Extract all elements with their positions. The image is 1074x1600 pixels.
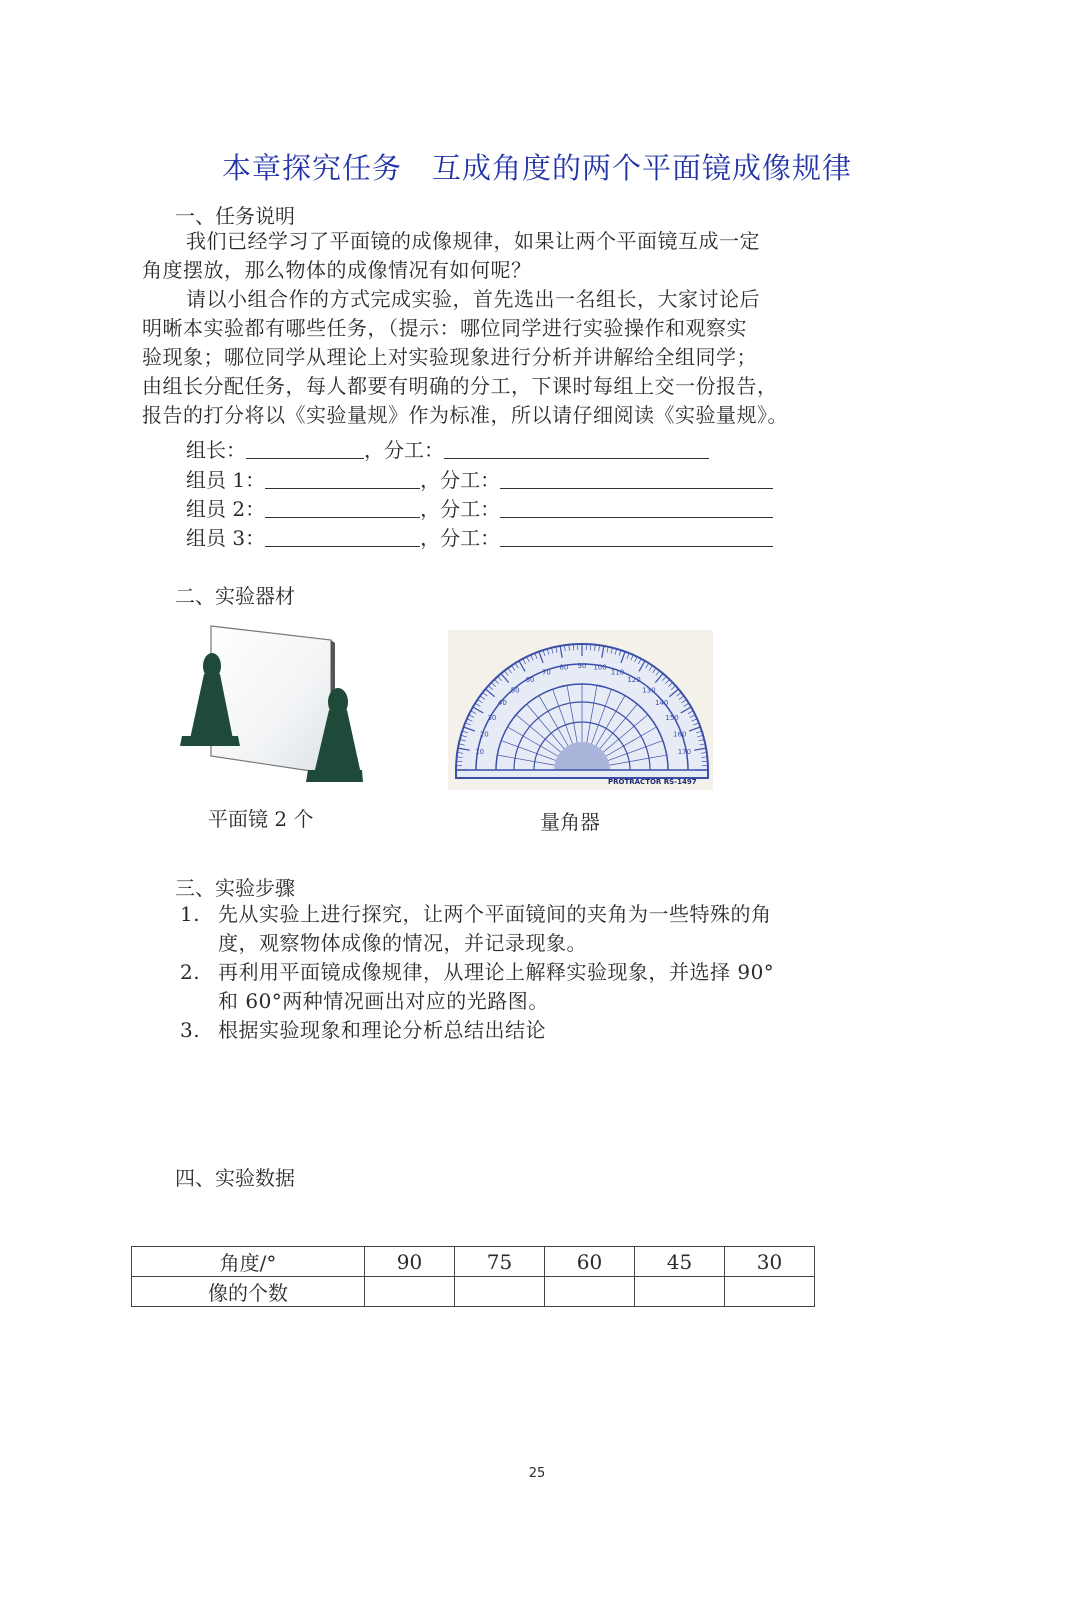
image-count-cell[interactable] [725, 1277, 815, 1307]
step-2-line2: 和 60°两种情况画出对应的光路图。 [218, 989, 549, 1013]
protractor-number: 110 [610, 668, 625, 677]
leader-duty-blank[interactable] [444, 438, 709, 459]
leader-row [186, 434, 709, 463]
angle-header-cell: 角度/° [132, 1247, 365, 1277]
member3-duty-blank[interactable] [500, 526, 773, 547]
protractor-number: 30 [487, 714, 497, 722]
protractor-number: 20 [479, 730, 489, 739]
section-1-heading: 一、任务说明 [175, 204, 295, 228]
step-1-line1: 先从实验上进行探究，让两个平面镜间的夹角为一些特殊的角 [218, 902, 772, 926]
leader-name-blank[interactable] [246, 438, 364, 459]
step-1-num: 1. [180, 902, 201, 926]
para2-line3: 验现象；哪位同学从理论上对实验现象进行分析并讲解给全组同学； [142, 345, 757, 369]
member1-duty-label: ，分工： [420, 468, 501, 492]
protractor-number: 80 [559, 663, 569, 672]
protractor-number: 170 [677, 747, 692, 756]
member3-name-blank[interactable] [265, 526, 420, 547]
angle-cell: 30 [725, 1247, 815, 1277]
protractor-number: 150 [665, 714, 679, 722]
angle-cell: 90 [365, 1247, 455, 1277]
step-2-line1: 再利用平面镜成像规律，从理论上解释实验现象，并选择 90° [218, 960, 775, 984]
member2-label: 组员 2： [186, 497, 266, 521]
para1-line2: 角度摆放，那么物体的成像情况有如何呢？ [142, 258, 532, 282]
protractor-number: 70 [541, 668, 551, 677]
angle-cell: 45 [635, 1247, 725, 1277]
protractor-number: 140 [654, 699, 669, 708]
protractor-caption: 量角器 [540, 810, 600, 834]
protractor-label: PROTRACTOR RS-1497 [608, 778, 697, 786]
image-count-header-cell: 像的个数 [132, 1277, 365, 1307]
member1-row [186, 464, 773, 493]
para2-line1: 请以小组合作的方式完成实验，首先选出一名组长，大家讨论后 [186, 287, 760, 311]
section-2-heading: 二、实验器材 [175, 584, 295, 608]
angle-cell: 75 [455, 1247, 545, 1277]
member1-label: 组员 1： [186, 468, 266, 492]
page-title: 本章探究任务 互成角度的两个平面镜成像规律 [221, 151, 852, 185]
image-count-cell[interactable] [545, 1277, 635, 1307]
member3-duty-label: ，分工： [420, 526, 501, 550]
image-count-cell[interactable] [365, 1277, 455, 1307]
step-2-num: 2. [180, 960, 201, 984]
para1-line1: 我们已经学习了平面镜的成像规律，如果让两个平面镜互成一定 [186, 229, 760, 253]
para2-line4: 由组长分配任务，每人都要有明确的分工，下课时每组上交一份报告， [142, 374, 778, 398]
mirror-caption: 平面镜 2 个 [208, 807, 314, 831]
member2-name-blank[interactable] [265, 497, 420, 518]
section-4-heading: 四、实验数据 [175, 1166, 295, 1190]
protractor-number: 130 [642, 686, 656, 695]
experiment-data-table [131, 1246, 815, 1307]
page-number: 25 [528, 1466, 546, 1481]
protractor-image [448, 630, 713, 790]
member2-duty-label: ，分工： [420, 497, 501, 521]
para2-line5: 报告的打分将以《实验量规》作为标准，所以请仔细阅读《实验量规》。 [142, 403, 788, 427]
section-3-heading: 三、实验步骤 [175, 876, 295, 900]
protractor-number: 40 [497, 699, 507, 708]
image-count-cell[interactable] [635, 1277, 725, 1307]
member3-row [186, 522, 773, 551]
protractor-number: 100 [593, 663, 607, 672]
member1-name-blank[interactable] [265, 468, 420, 489]
member3-label: 组员 3： [186, 526, 266, 550]
protractor-number: 50 [510, 686, 520, 695]
step-1-line2: 度，观察物体成像的情况，并记录现象。 [218, 931, 587, 955]
leader-duty-label: ，分工： [364, 438, 444, 462]
member1-duty-blank[interactable] [500, 468, 773, 489]
para2-line2: 明晰本实验都有哪些任务，（提示：哪位同学进行实验操作和观察实 [142, 316, 747, 340]
protractor-number: 160 [673, 730, 687, 739]
step-3-line1: 根据实验现象和理论分析总结出结论 [218, 1018, 546, 1042]
table-row [132, 1247, 815, 1277]
protractor-number: 90 [577, 662, 587, 670]
plane-mirror-image [178, 624, 363, 794]
image-count-cell[interactable] [455, 1277, 545, 1307]
protractor-number: 10 [475, 747, 485, 756]
protractor-number: 120 [627, 675, 641, 684]
leader-label: 组长： [186, 438, 246, 462]
protractor-number: 60 [525, 675, 535, 684]
member2-row [186, 493, 773, 522]
member2-duty-blank[interactable] [500, 497, 773, 518]
step-3-num: 3. [180, 1018, 201, 1042]
angle-cell: 60 [545, 1247, 635, 1277]
table-row [132, 1277, 815, 1307]
